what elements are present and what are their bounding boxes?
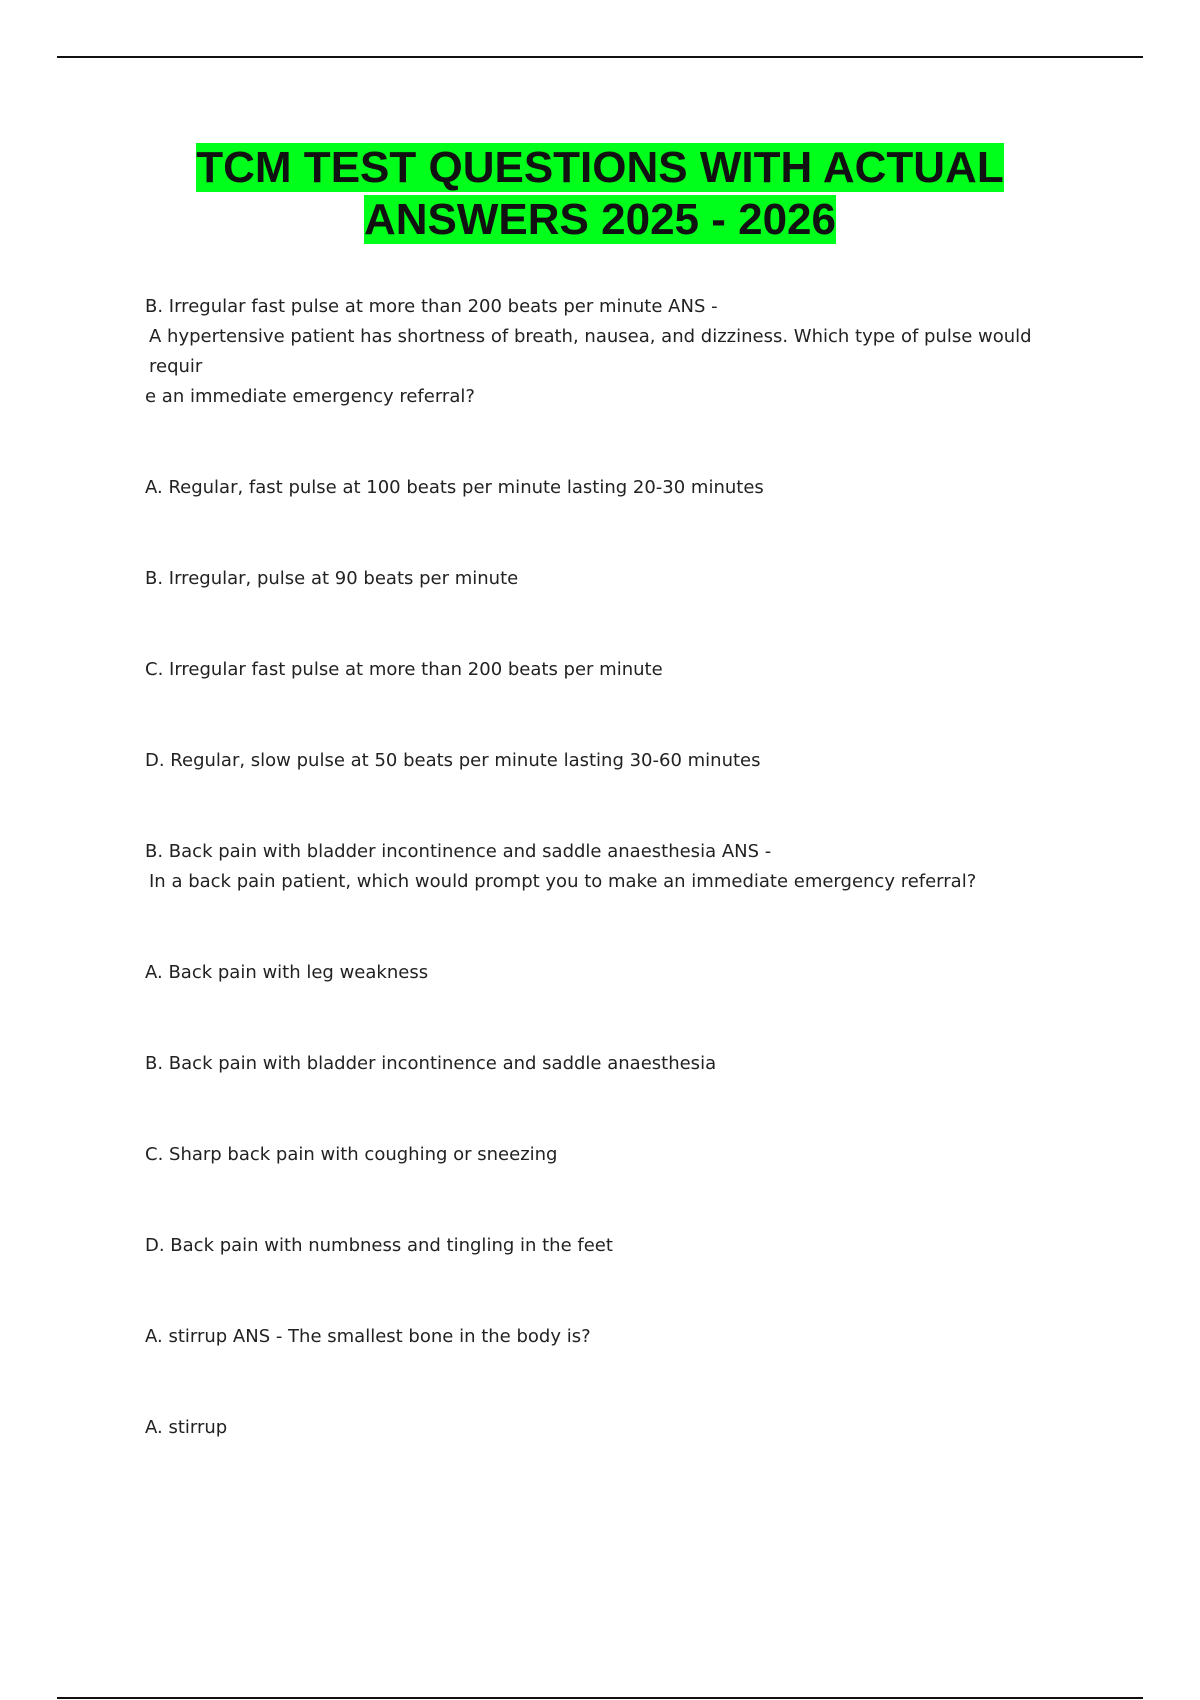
q1-option-c: C. Irregular fast pulse at more than 200 beats per minute <box>145 659 663 680</box>
document-title <box>0 142 1200 246</box>
q1-question-line-1: A hypertensive patient has shortness of breath, nausea, and dizziness. Which type of pulse would requir <box>149 326 1032 377</box>
bottom-rule <box>57 1697 1143 1699</box>
q2-answer-line: B. Back pain with bladder incontinence and saddle anaesthesia ANS - <box>145 841 772 862</box>
q1-question-line-2: e an immediate emergency referral? <box>145 386 475 407</box>
q2-option-a: A. Back pain with leg weakness <box>145 962 429 983</box>
q2-option-b: B. Back pain with bladder incontinence and saddle anaesthesia <box>145 1053 717 1074</box>
q1-answer-line: B. Irregular fast pulse at more than 200 beats per minute ANS - <box>145 296 718 317</box>
q1-option-a: A. Regular, fast pulse at 100 beats per minute lasting 20-30 minutes <box>145 477 764 498</box>
top-rule <box>57 56 1143 58</box>
q3-answer-line: A. stirrup ANS - The smallest bone in the body is? <box>145 1326 591 1347</box>
title-line-2: ANSWERS 2025 - 2026 <box>364 195 836 244</box>
q3-option-a: A. stirrup <box>145 1417 228 1438</box>
q2-option-d: D. Back pain with numbness and tingling in the feet <box>145 1235 613 1256</box>
q1-option-d: D. Regular, slow pulse at 50 beats per minute lasting 30-60 minutes <box>145 750 761 771</box>
q1-option-b: B. Irregular, pulse at 90 beats per minute <box>145 568 519 589</box>
q2-option-c: C. Sharp back pain with coughing or sneezing <box>145 1144 558 1165</box>
document-body <box>145 292 1090 1443</box>
q2-question-line-1: In a back pain patient, which would prompt you to make an immediate emergency referral? <box>149 871 977 892</box>
title-line-1: TCM TEST QUESTIONS WITH ACTUAL <box>196 143 1004 192</box>
